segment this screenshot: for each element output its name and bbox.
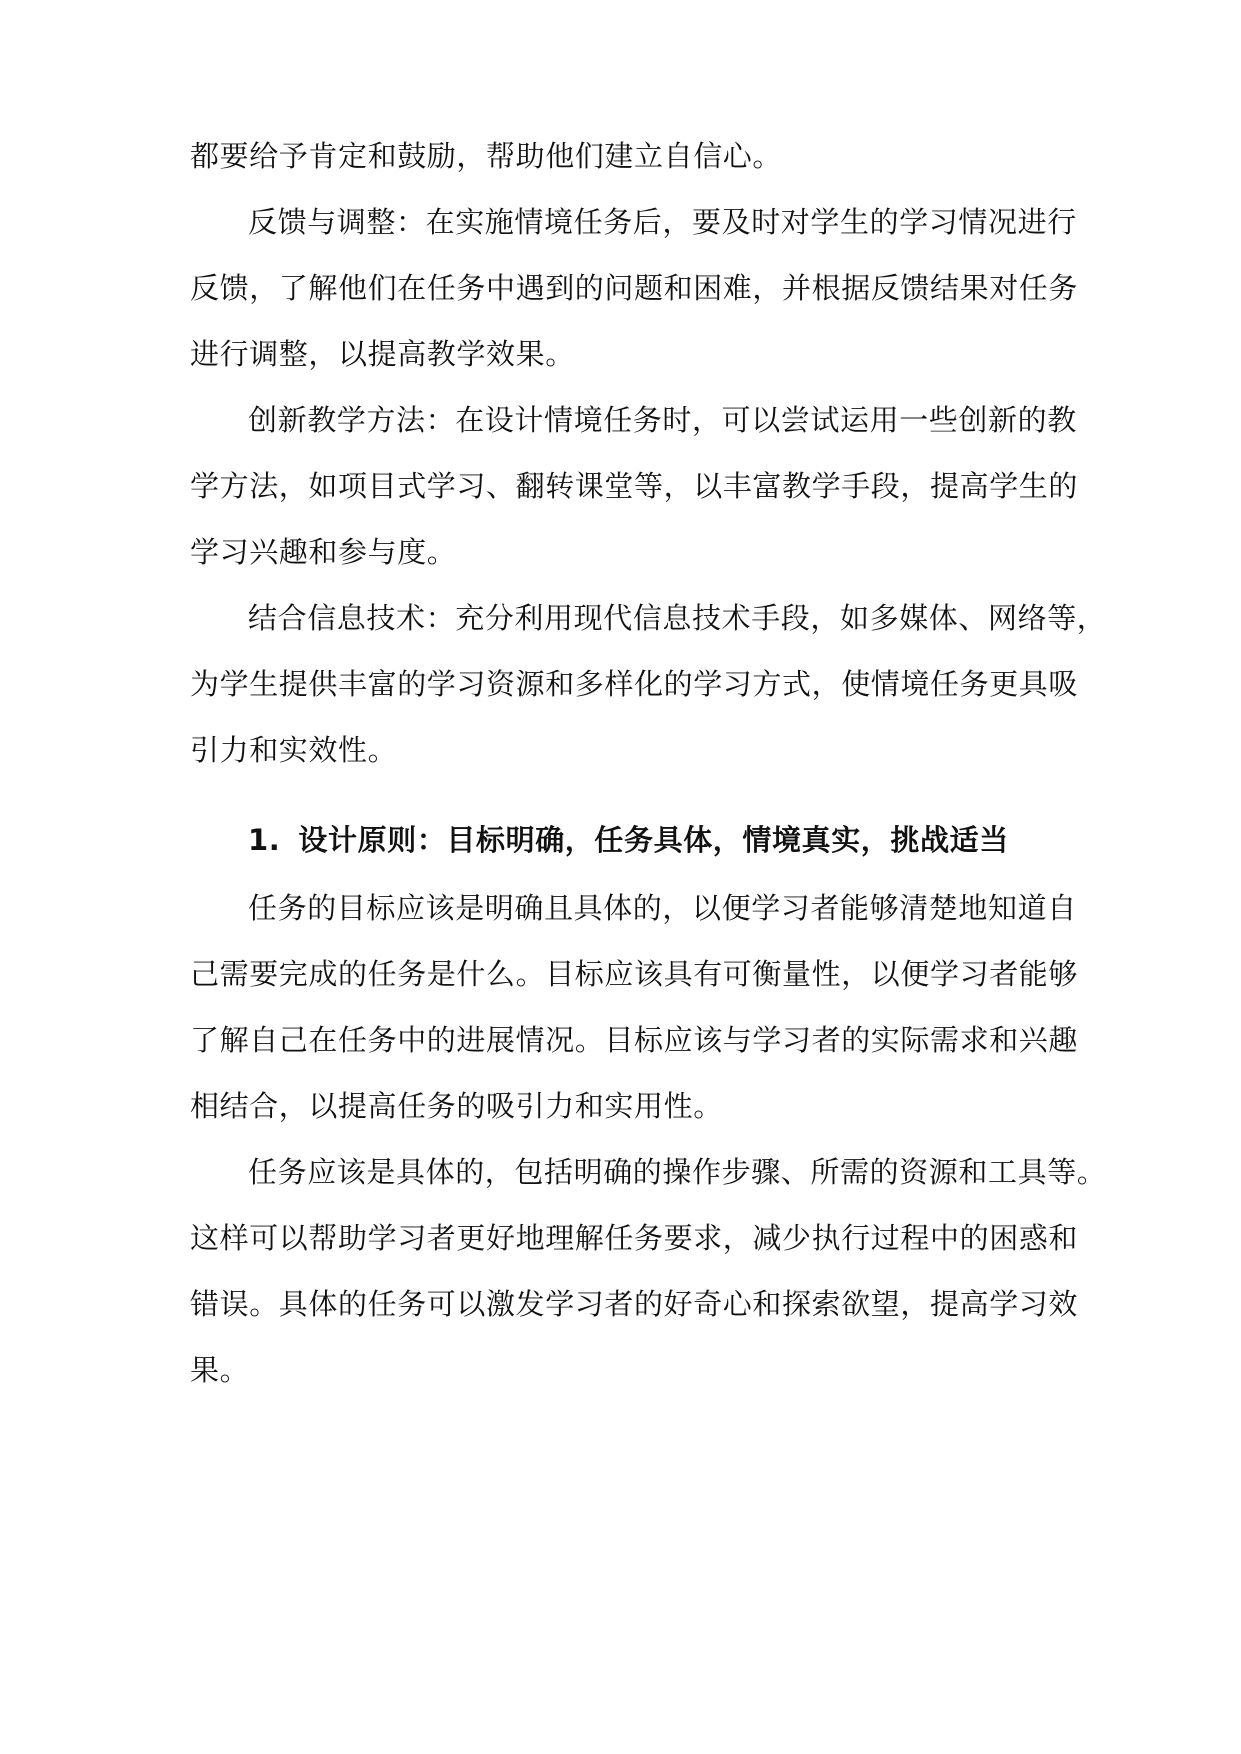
paragraph-line: 反馈与调整：在实施情境任务后，要及时对学生的学习情况进行 bbox=[248, 205, 1077, 239]
paragraph-line: 为学生提供丰富的学习资源和多样化的学习方式，使情境任务更具吸 bbox=[190, 667, 1079, 701]
paragraph-line: 进行调整，以提高教学效果。 bbox=[190, 337, 575, 371]
paragraph-line: 错误。具体的任务可以激发学习者的好奇心和探索欲望，提高学习效 bbox=[190, 1287, 1079, 1321]
paragraph-line: 反馈，了解他们在任务中遇到的问题和困难，并根据反馈结果对任务 bbox=[190, 271, 1079, 305]
paragraph-line: 结合信息技术：充分利用现代信息技术手段，如多媒体、网络等， bbox=[248, 601, 1107, 635]
paragraph-line: 学方法，如项目式学习、翻转课堂等，以丰富教学手段，提高学生的 bbox=[190, 469, 1079, 503]
paragraph-line: 都要给予肯定和鼓励，帮助他们建立自信心。 bbox=[190, 139, 783, 173]
paragraph-line: 果。 bbox=[190, 1353, 250, 1387]
paragraph-line: 这样可以帮助学习者更好地理解任务要求，减少执行过程中的困惑和 bbox=[190, 1221, 1079, 1255]
section-heading bbox=[248, 820, 1070, 860]
paragraph-line: 学习兴趣和参与度。 bbox=[190, 535, 457, 569]
paragraph-line: 己需要完成的任务是什么。目标应该具有可衡量性，以便学习者能够 bbox=[190, 957, 1079, 991]
paragraph-line: 创新教学方法：在设计情境任务时，可以尝试运用一些创新的教 bbox=[248, 403, 1077, 437]
paragraph-line: 任务的目标应该是明确且具体的，以便学习者能够清楚地知道自 bbox=[248, 891, 1077, 925]
paragraph-line: 引力和实效性。 bbox=[190, 733, 398, 767]
paragraph-line: 相结合，以提高任务的吸引力和实用性。 bbox=[190, 1089, 723, 1123]
section-heading-text: 设计原则：目标明确，任务具体，情境真实，挑战适当 bbox=[298, 823, 1009, 857]
paragraph-line: 任务应该是具体的，包括明确的操作步骤、所需的资源和工具等。 bbox=[248, 1155, 1107, 1189]
paragraph-line: 了解自己在任务中的进展情况。目标应该与学习者的实际需求和兴趣 bbox=[190, 1023, 1079, 1057]
section-heading-number: 1. bbox=[248, 823, 281, 857]
